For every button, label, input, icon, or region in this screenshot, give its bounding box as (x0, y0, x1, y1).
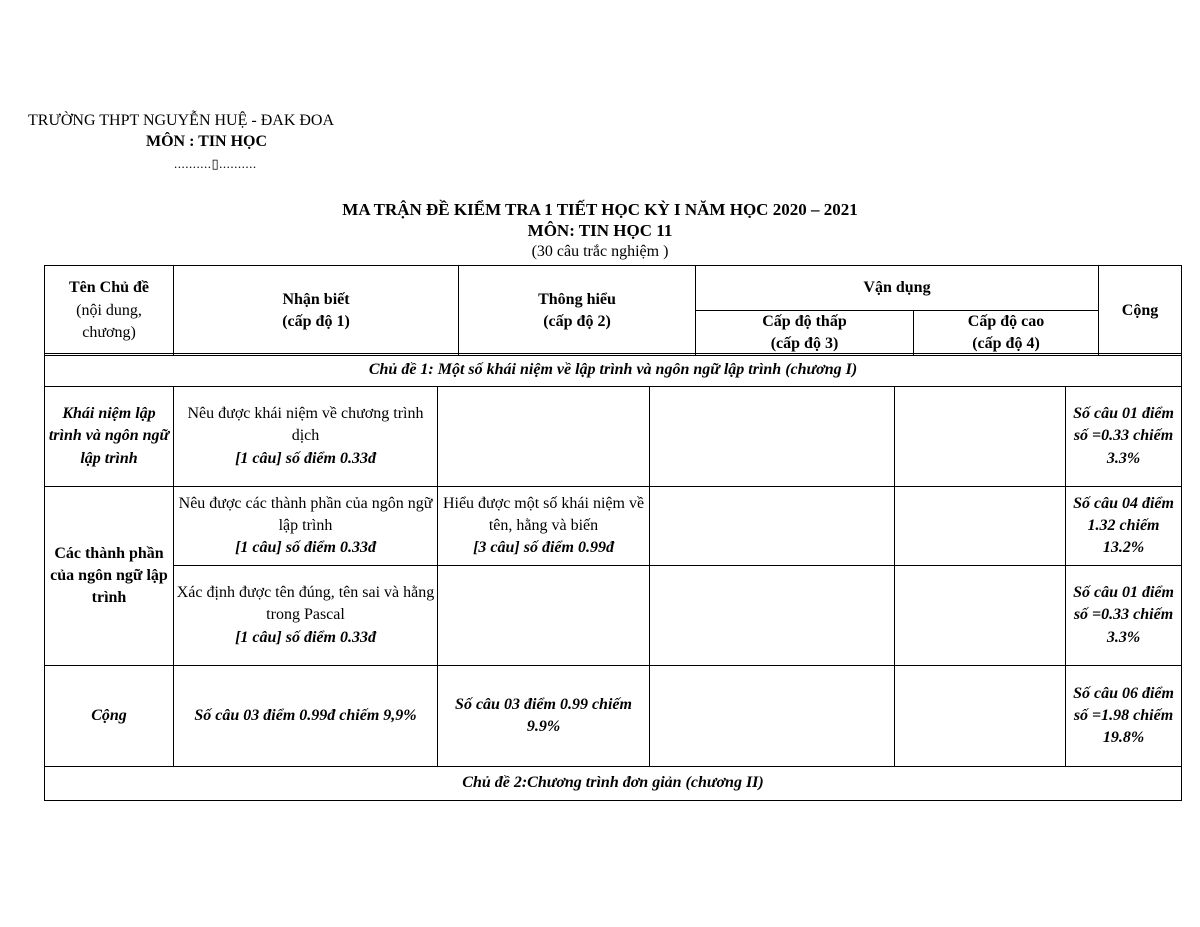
header-apply-low: Cấp độ thấp (cấp độ 3) (696, 311, 914, 356)
topic-cell: Khái niệm lập trình và ngôn ngữ lập trình (45, 387, 174, 487)
header-topic (45, 266, 174, 356)
apply-low-cell (650, 487, 895, 566)
topic-cell: Các thành phần của ngôn ngữ lập trình (45, 487, 174, 666)
document-title: MA TRẬN ĐỀ KIỂM TRA 1 TIẾT HỌC KỲ I NĂM HỌC 2020 – 2021 (342, 200, 858, 219)
recognize-cell (174, 387, 438, 487)
understand-cell (438, 566, 650, 666)
apply-low-cell (650, 566, 895, 666)
subject-label: MÔN : TIN HỌC (146, 133, 268, 150)
recognize-desc: Nêu được khái niệm về chương trình dịch (187, 405, 424, 445)
header-topic-sub: (nội dung, chương) (76, 301, 142, 341)
understand-score: [3 câu] số điểm 0.99đ (473, 539, 614, 557)
apply-high-cell (895, 387, 1066, 487)
dotted-line: ..........▯.......... (174, 156, 257, 171)
matrix-header-table (44, 265, 1182, 356)
school-name: TRƯỜNG THPT NGUYỄN HUỆ - ĐAK ĐOA (28, 112, 335, 129)
recognize-score: [1 câu] số điểm 0.33đ (235, 449, 376, 467)
document-subject: MÔN: TIN HỌC 11 (527, 221, 673, 240)
recognize-desc: Nêu được các thành phần của ngôn ngữ lập trình (178, 494, 433, 534)
total-cell: Số câu 01 điểm số =0.33 chiếm 3.3% (1066, 387, 1182, 487)
sum-apply-high (895, 666, 1066, 767)
understand-cell (438, 387, 650, 487)
header-total: Cộng (1099, 266, 1182, 356)
apply-low-cell (650, 387, 895, 487)
section-2-title: Chủ đề 2:Chương trình đơn giản (chương II) (45, 767, 1182, 801)
recognize-score: [1 câu] số điểm 0.33đ (235, 628, 376, 646)
header-apply-high: Cấp độ cao (cấp độ 4) (914, 311, 1099, 356)
header-understand: Thông hiểu (cấp độ 2) (459, 266, 696, 356)
sum-recognize: Số câu 03 điểm 0.99đ chiếm 9,9% (174, 666, 438, 767)
understand-cell (438, 487, 650, 566)
recognize-cell (174, 566, 438, 666)
understand-desc: Hiểu được một số khái niệm về tên, hằng và biến (442, 494, 645, 534)
recognize-score: [1 câu] số điểm 0.33đ (235, 539, 376, 557)
document-question-count: (30 câu trắc nghiệm ) (531, 243, 669, 260)
sum-understand: Số câu 03 điểm 0.99 chiếm 9.9% (438, 666, 650, 767)
total-cell: Số câu 04 điểm 1.32 chiếm 13.2% (1066, 487, 1182, 566)
header-apply: Vận dụng (696, 266, 1099, 311)
recognize-cell (174, 487, 438, 566)
apply-high-cell (895, 566, 1066, 666)
apply-high-cell (895, 487, 1066, 566)
recognize-desc: Xác định được tên đúng, tên sai và hằng trong Pascal (176, 584, 435, 624)
sum-total: Số câu 06 điểm số =1.98 chiếm 19.8% (1066, 666, 1182, 767)
sum-label: Cộng (45, 666, 174, 767)
header-recognize: Nhận biết (cấp độ 1) (174, 266, 459, 356)
header-topic-label: Tên Chủ đề (68, 279, 150, 297)
section-1-title: Chủ đề 1: Một số khái niệm về lập trình và ngôn ngữ lập trình (chương I) (45, 354, 1182, 387)
sum-apply-low (650, 666, 895, 767)
matrix-body-table (44, 353, 1182, 801)
total-cell: Số câu 01 điểm số =0.33 chiếm 3.3% (1066, 566, 1182, 666)
